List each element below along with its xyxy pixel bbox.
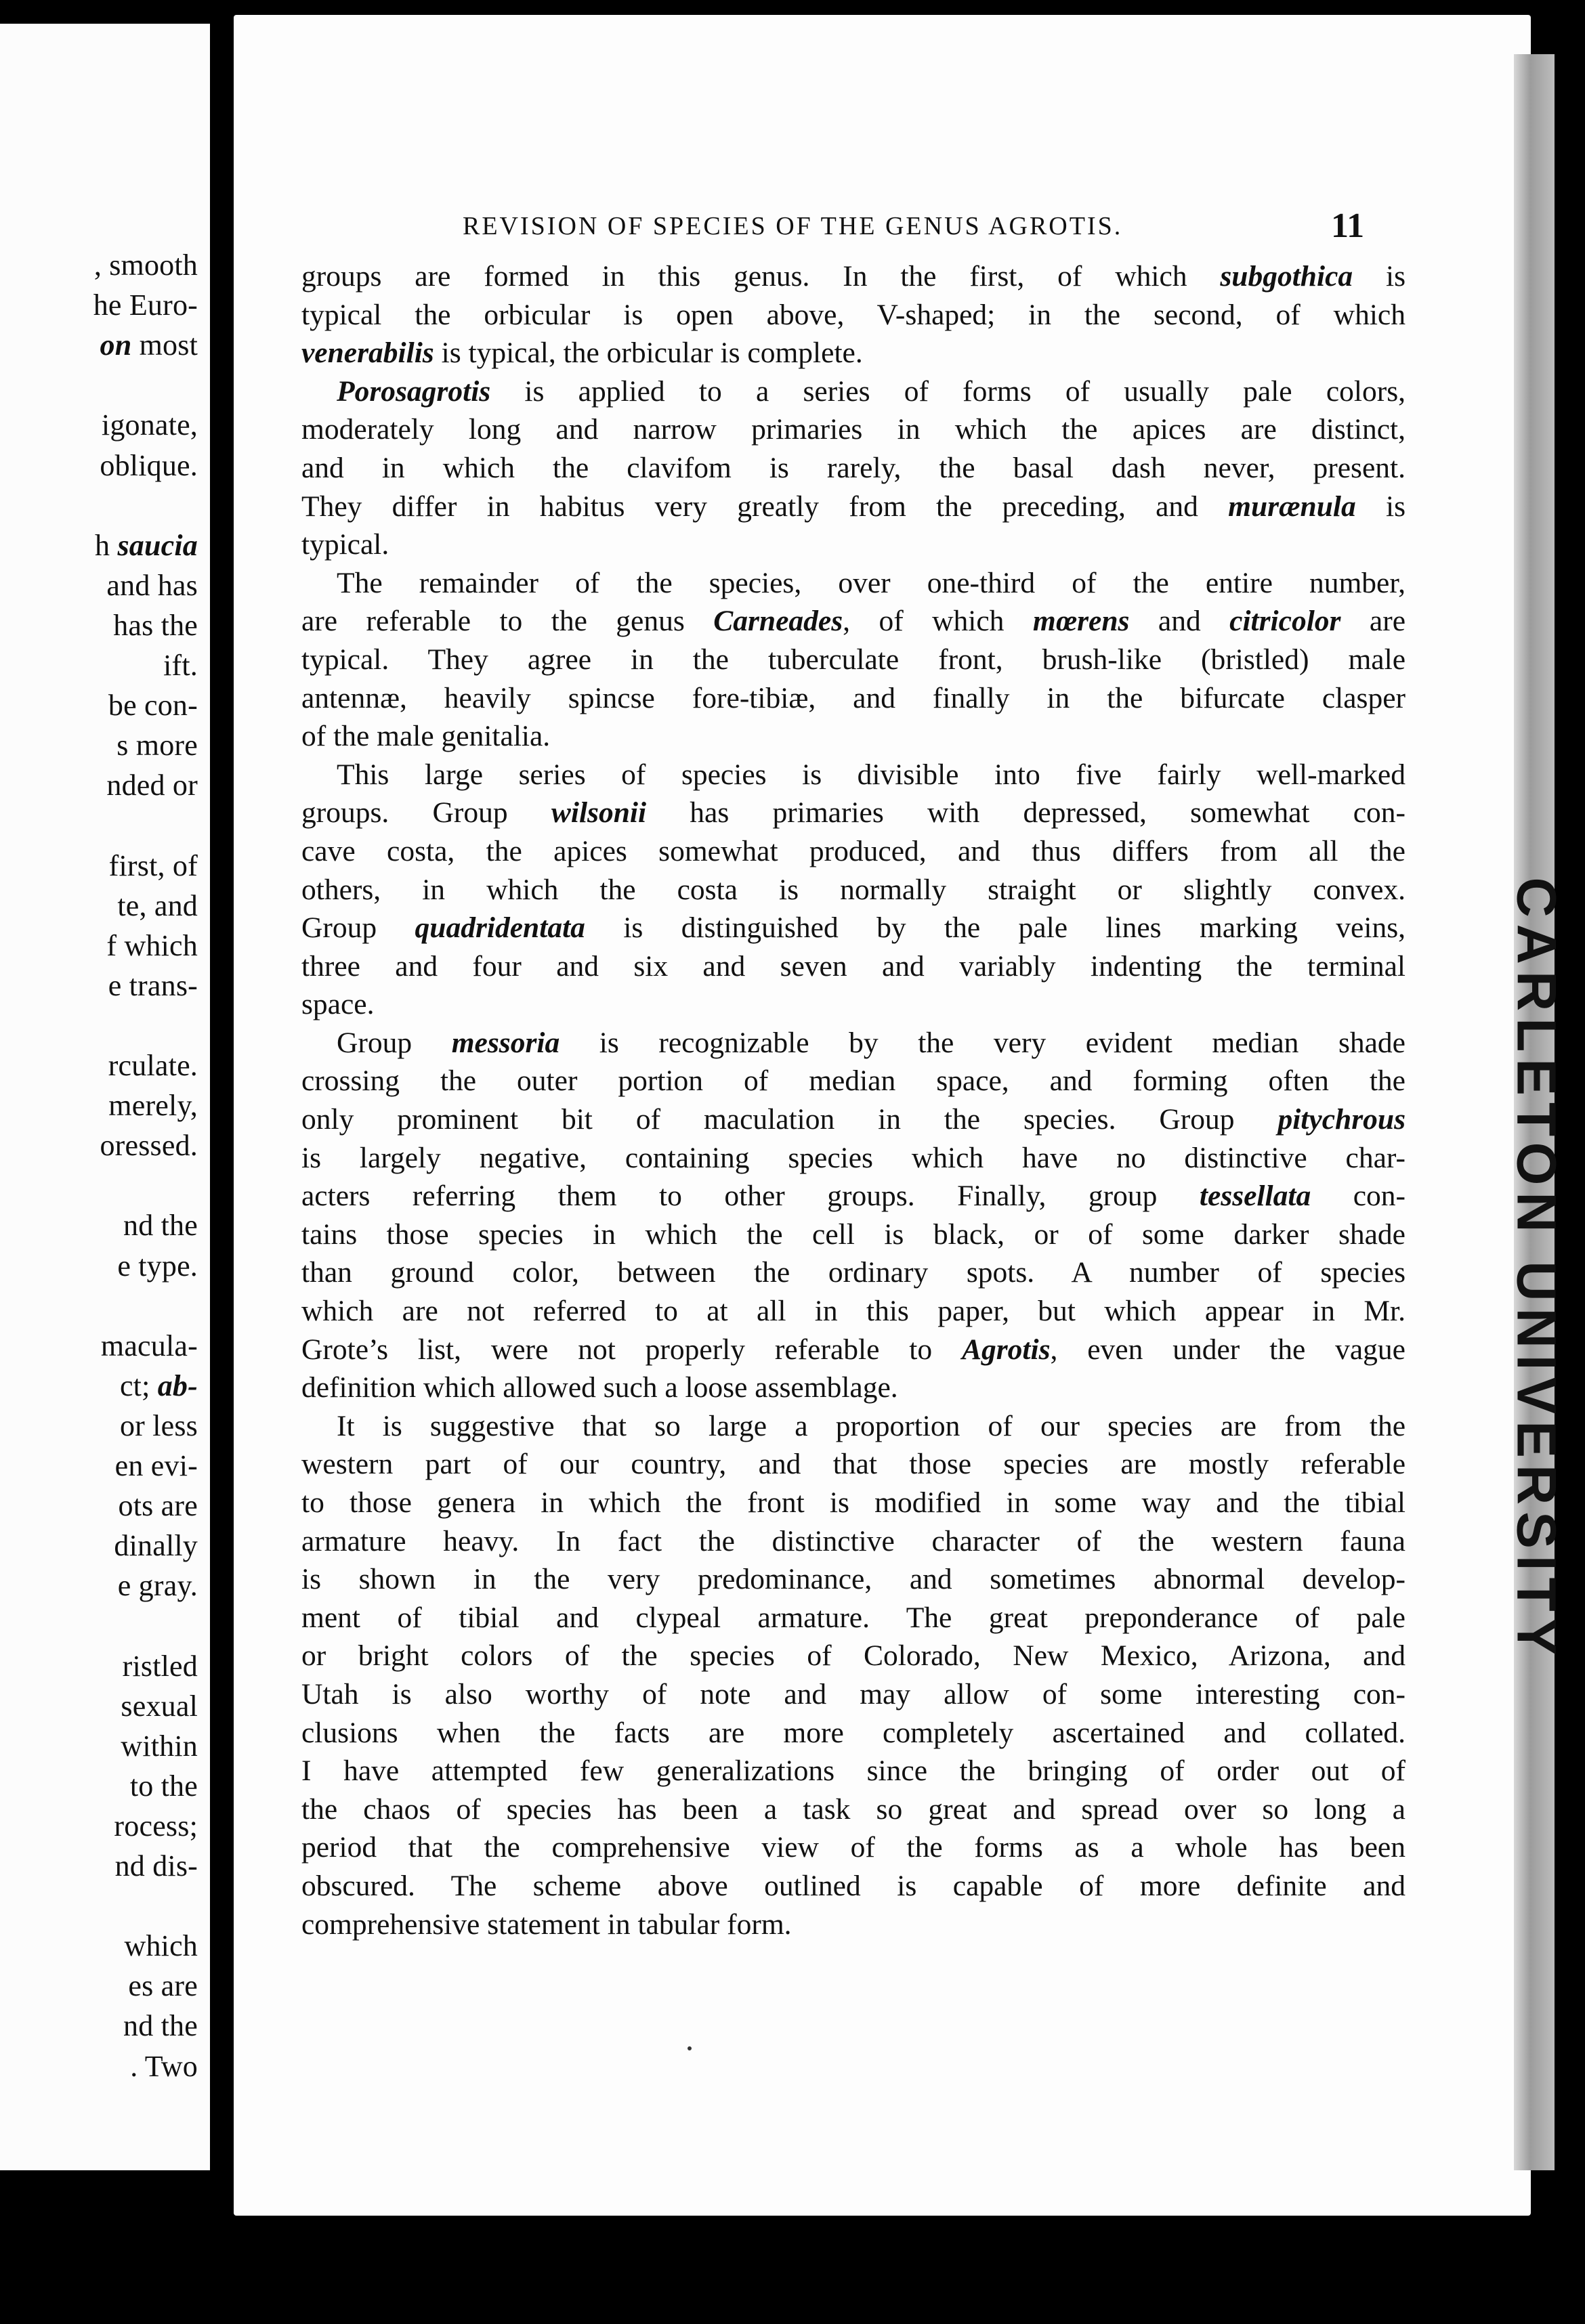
left-page-line: within bbox=[121, 1729, 198, 1763]
left-page bbox=[0, 24, 210, 2170]
left-page-line: h saucia bbox=[95, 528, 198, 562]
page-number: 11 bbox=[1331, 207, 1365, 245]
body-line: clusions when the facts are more completely ascertained and collated. bbox=[301, 1716, 1406, 1749]
left-page-line: ift. bbox=[163, 649, 198, 682]
body-line: comprehensive statement in tabular form. bbox=[301, 1908, 792, 1941]
body-line: moderately long and narrow primaries in which the apices are distinct, bbox=[301, 413, 1406, 446]
left-page-line: nded or bbox=[106, 769, 198, 802]
left-page-line: merely, bbox=[108, 1089, 198, 1123]
body-line: typical. bbox=[301, 528, 389, 561]
left-page-line: macula- bbox=[100, 1329, 198, 1362]
left-page-line: ristled bbox=[122, 1649, 198, 1683]
body-line: definition which allowed such a loose assemblage. bbox=[301, 1371, 898, 1404]
left-page-line: . Two bbox=[130, 2049, 198, 2083]
left-page-line: he Euro- bbox=[93, 288, 198, 322]
body-line: groups are formed in this genus. In the first, of which subgothica is bbox=[301, 260, 1406, 293]
body-line: Grote’s list, were not properly referable to Agrotis, even under the vague bbox=[301, 1333, 1406, 1366]
body-line: I have attempted few generalizations since the bringing of order out of bbox=[301, 1755, 1406, 1788]
left-page-line: nd the bbox=[123, 2009, 198, 2043]
body-line: groups. Group wilsonii has primaries with depressed, somewhat con- bbox=[301, 796, 1406, 830]
left-page-line: on most bbox=[100, 328, 198, 362]
body-line: western part of our country, and that those species are mostly referable bbox=[301, 1448, 1406, 1481]
left-page-line: en evi- bbox=[114, 1449, 198, 1482]
body-line: only prominent bit of maculation in the species. Group pitychrous bbox=[301, 1103, 1406, 1136]
right-page bbox=[234, 15, 1531, 2216]
left-page-line: oblique. bbox=[100, 448, 198, 482]
left-page-line: e trans- bbox=[108, 968, 198, 1002]
left-page-line: rocess; bbox=[114, 1809, 198, 1843]
left-page-line: or less bbox=[119, 1408, 198, 1442]
body-line: three and four and six and seven and variably indenting the terminal bbox=[301, 949, 1406, 983]
library-stamp-text: CARLETON UNIVERSITY bbox=[1505, 877, 1567, 1662]
left-page-line: s more bbox=[117, 729, 198, 762]
body-line: and in which the clavifom is rarely, the basal dash never, present. bbox=[301, 451, 1406, 484]
left-page-line: be con- bbox=[108, 689, 198, 723]
body-line: or bright colors of the species of Colorado, New Mexico, Arizona, and bbox=[301, 1639, 1406, 1673]
body-text bbox=[301, 257, 1406, 1943]
body-line: is largely negative, containing species which have no distinctive char- bbox=[301, 1141, 1406, 1174]
left-page-line: f which bbox=[106, 928, 198, 962]
left-page-line: oressed. bbox=[100, 1129, 198, 1163]
body-line: which are not referred to at all in this paper, but which appear in Mr. bbox=[301, 1295, 1406, 1328]
left-page-line: igonate, bbox=[101, 408, 198, 442]
left-page-line: nd the bbox=[123, 1209, 198, 1243]
left-page-line: to the bbox=[129, 1769, 198, 1803]
body-line: The remainder of the species, over one-third of the entire number, bbox=[337, 566, 1406, 599]
body-line: the chaos of species has been a task so great and spread over so long a bbox=[301, 1792, 1406, 1826]
running-head: REVISION OF SPECIES OF THE GENUS AGROTIS. bbox=[463, 212, 1123, 240]
body-line: others, in which the costa is normally straight or slightly convex. bbox=[301, 873, 1406, 906]
body-line: acters referring them to other groups. Finally, group tessellata con- bbox=[301, 1180, 1406, 1213]
body-line: typical the orbicular is open above, V-shaped; in the second, of which bbox=[301, 298, 1406, 331]
body-line: venerabilis is typical, the orbicular is complete. bbox=[301, 337, 863, 370]
body-line: They differ in habitus very greatly from the preceding, and murænula is bbox=[301, 490, 1406, 523]
body-line: period that the comprehensive view of the forms as a whole has been bbox=[301, 1831, 1406, 1864]
left-page-line: sexual bbox=[121, 1689, 198, 1723]
body-line: armature heavy. In fact the distinctive character of the western fauna bbox=[301, 1524, 1406, 1557]
left-page-line: has the bbox=[113, 608, 198, 642]
left-page-line: e gray. bbox=[117, 1569, 198, 1603]
body-line: Group messoria is recognizable by the very evident median shade bbox=[337, 1026, 1406, 1059]
left-page-line: which bbox=[124, 1929, 198, 1963]
body-line: tains those species in which the cell is black, or of some darker shade bbox=[301, 1218, 1406, 1251]
body-line: obscured. The scheme above outlined is capable of more definite and bbox=[301, 1869, 1406, 1902]
left-page-line: dinally bbox=[114, 1529, 198, 1563]
body-line: antennæ, heavily spincse fore-tibiæ, and finally in the bifurcate clasper bbox=[301, 681, 1406, 714]
left-page-line: ct; ab- bbox=[119, 1369, 198, 1402]
body-line: ment of tibial and clypeal armature. The great preponderance of pale bbox=[301, 1601, 1406, 1634]
left-page-line: rculate. bbox=[108, 1049, 198, 1082]
library-stamp bbox=[1505, 877, 1567, 1662]
body-line: is shown in the very predominance, and sometimes abnormal develop- bbox=[301, 1563, 1406, 1596]
body-line: Group quadridentata is distinguished by the pale lines marking veins, bbox=[301, 911, 1406, 945]
ink-speck bbox=[688, 2046, 692, 2050]
left-page-line: , smooth bbox=[93, 249, 198, 282]
body-line: It is suggestive that so large a proportion of our species are from the bbox=[337, 1409, 1406, 1442]
left-page-line: es are bbox=[128, 1969, 198, 2003]
left-page-line: e type. bbox=[117, 1249, 198, 1283]
body-line: than ground color, between the ordinary spots. A number of species bbox=[301, 1256, 1406, 1289]
body-line: cave costa, the apices somewhat produced, and thus differs from all the bbox=[301, 834, 1406, 867]
body-line: crossing the outer portion of median space, and forming often the bbox=[301, 1064, 1406, 1098]
body-line: space. bbox=[301, 988, 375, 1021]
left-page-line: and has bbox=[106, 568, 198, 602]
body-line: Porosagrotis is applied to a series of forms of usually pale colors, bbox=[337, 374, 1406, 408]
left-page-line: te, and bbox=[117, 888, 198, 922]
body-line: are referable to the genus Carneades, of which mœrens and citricolor are bbox=[301, 605, 1406, 638]
body-line: to those genera in which the front is modified in some way and the tibial bbox=[301, 1486, 1406, 1519]
body-line: Utah is also worthy of note and may allow of some interesting con- bbox=[301, 1677, 1406, 1710]
body-line: typical. They agree in the tuberculate front, brush-like (bristled) male bbox=[301, 643, 1406, 676]
left-page-line: ots are bbox=[118, 1489, 198, 1523]
body-line: This large series of species is divisible into five fairly well-marked bbox=[337, 758, 1406, 791]
body-line: of the male genitalia. bbox=[301, 720, 551, 753]
left-page-line: nd dis- bbox=[114, 1849, 198, 1882]
left-page-line: first, of bbox=[108, 848, 198, 882]
